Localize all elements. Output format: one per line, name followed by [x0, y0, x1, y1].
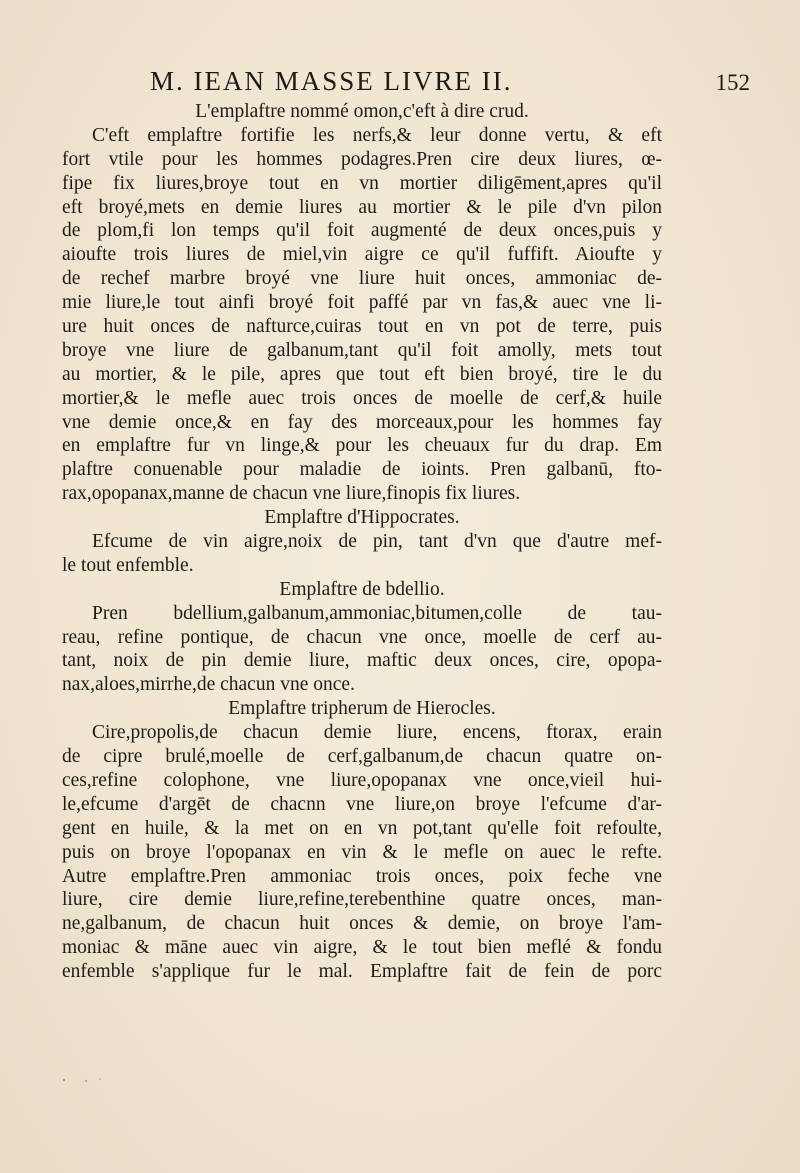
text-line: gent en huile, & la met on en vn pot,tant qu'elle foit refoulte, — [62, 817, 662, 839]
text-line: broye vne liure de galbanum,tant qu'il foit amolly, mets tout — [62, 339, 662, 361]
text-line: mortier,& le mefle auec trois onces de moelle de cerf,& huile — [62, 387, 662, 409]
text-line: fort vtile pour les hommes podagres.Pren cire deux liures, œ- — [62, 148, 662, 170]
text-line: Efcume de vin aigre,noix de pin, tant d'vn que d'autre mef- — [92, 531, 662, 553]
text-line: ces,refine colophone, vne liure,opopanax vne once,vieil hui- — [62, 769, 662, 791]
text-line: vne demie once,& en fay des morceaux,pour les hommes fay — [62, 411, 662, 433]
section-heading: Emplaftre tripherum de Hierocles. — [228, 698, 496, 720]
text-line: ure huit onces de nafturce,cuiras tout en vn pot de terre, puis — [62, 316, 662, 338]
text-line: de plom,fi lon temps qu'il foit augmenté de deux onces,puis y — [62, 220, 662, 242]
body-text — [62, 100, 662, 984]
section-heading: Emplaftre de bdellio. — [279, 578, 445, 600]
text-line: aioufte trois liures de miel,vin aigre ce qu'il fuffift. Aioufte y — [62, 244, 662, 266]
running-title: M. IEAN MASSE LIVRE II. — [150, 66, 513, 96]
text-line: liure, cire demie liure,refine,terebenthine quatre onces, man- — [62, 889, 662, 911]
section-heading: L'emplaftre nommé omon,c'eft à dire crud. — [195, 101, 529, 122]
text-line: Cire,propolis,de chacun demie liure, encens, ftorax, erain — [92, 722, 662, 744]
text-line: au mortier, & le pile, apres que tout eft bien broyé, tire le du — [62, 363, 662, 385]
text-line: mie liure,le tout ainfi broyé foit paffé par vn fas,& auec vne li- — [62, 292, 662, 314]
text-line: puis on broye l'opopanax en vin & le mefle on auec le refte. — [62, 841, 662, 863]
text-line: tant, noix de pin demie liure, maftic deux onces, cire, opopa- — [62, 650, 662, 672]
text-line: ne,galbanum, de chacun huit onces & demie, on broye l'am- — [62, 913, 662, 935]
text-line: Autre emplaftre.Pren ammoniac trois onces, poix feche vne — [62, 865, 662, 887]
text-line: moniac & māne auec vin aigre, & le tout bien meflé & fondu — [62, 937, 662, 959]
text-line: plaftre conuenable pour maladie de ioints. Pren galbanū, fto- — [62, 459, 662, 481]
text-line: fipe fix liures,broye tout en vn mortier diligēment,apres qu'il — [62, 172, 662, 194]
text-line: le,efcume d'argēt de chacnn vne liure,on broye l'efcume d'ar- — [62, 793, 662, 815]
text-line: de rechef marbre broyé vne liure huit onces, ammoniac de- — [62, 268, 662, 290]
text-line: nax,aloes,mirrhe,de chacun vne once. — [62, 674, 355, 696]
text-line: eft broyé,mets en demie liures au mortier & le pile d'vn pilon — [62, 196, 662, 218]
text-line: le tout enfemble. — [62, 554, 194, 576]
text-line: de cipre brulé,moelle de cerf,galbanum,de chacun quatre on- — [62, 746, 662, 768]
text-line: en emplaftre fur vn linge,& pour les cheuaux fur du drap. Em — [62, 435, 662, 457]
section-heading: Emplaftre d'Hippocrates. — [264, 507, 460, 529]
text-line: C'eft emplaftre fortifie les nerfs,& leur donne vertu, & eft — [92, 124, 662, 146]
text-line: Pren bdellium,galbanum,ammoniac,bitumen,colle de tau- — [92, 602, 662, 624]
text-line: reau, refine pontique, de chacun vne once, moelle de cerf au- — [62, 626, 662, 648]
text-line: rax,opopanax,manne de chacun vne liure,finopis fix liures. — [62, 483, 521, 505]
page-blemish — [60, 1072, 120, 1088]
page-header — [60, 66, 750, 100]
text-line: enfemble s'applique fur le mal. Emplaftre fait de fein de porc — [62, 961, 662, 983]
page-number: 152 — [715, 70, 750, 95]
